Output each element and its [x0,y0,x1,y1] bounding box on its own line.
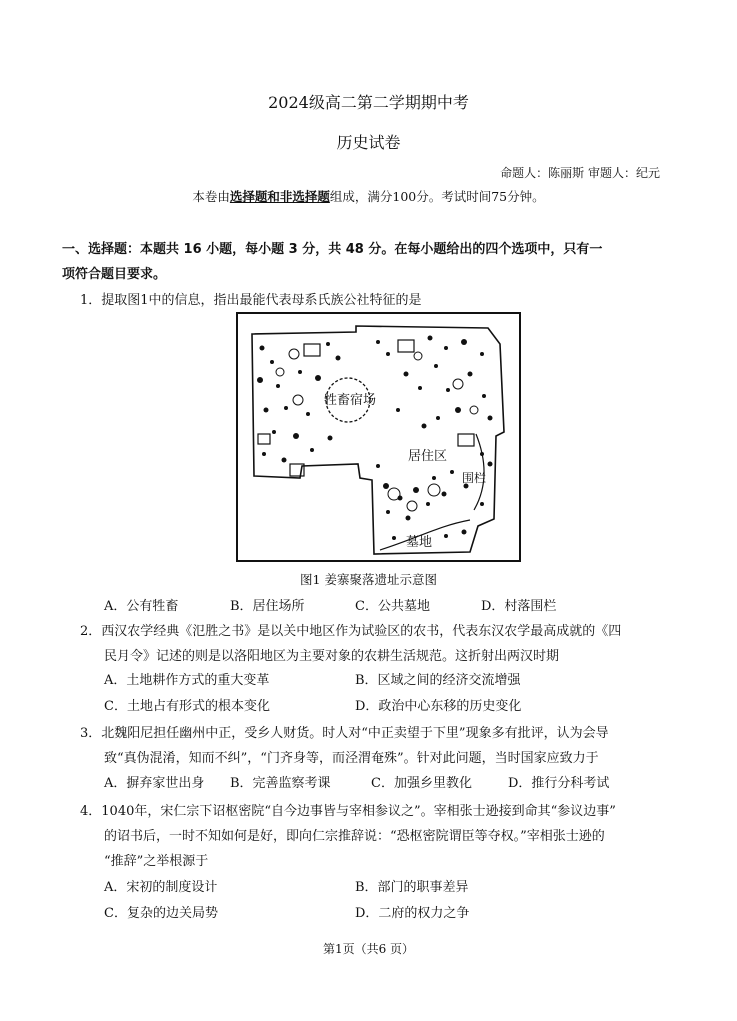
section-heading-line1: 一、选择题：本题共 16 小题，每小题 3 分，共 48 分。在每小题给出的四个选项中，只有一 [62,242,603,257]
q3-option-c: C．加强乡里教化 [371,776,472,791]
q2-option-a: A．土地耕作方式的重大变革 [104,673,270,688]
label-fence: 围栏 [462,471,487,485]
q4-stem-line3: “推辞”之举根源于 [104,854,209,869]
label-livestock-pen: 牲畜宿场 [324,393,377,408]
q2-option-c: C．土地占有形式的根本变化 [104,699,270,714]
intro-prefix: 本卷由 [192,189,230,204]
intro-bold: 选择题和非选择题 [229,189,330,204]
dwelling-dots [257,336,493,541]
house-symbol [458,434,474,446]
house-symbol [398,340,414,352]
settlement-outline [252,326,504,554]
exam-title: 2024级高二第二学期期中考 [268,93,469,112]
q2-option-d: D．政治中心东移的历史变化 [355,699,522,714]
q4-option-a: A．宋初的制度设计 [104,880,218,895]
q4-stem-line2: 的诏书后，一时不知如何是好，即向仁宗推辞说：“恐枢密院谓臣等夺权。”宰相张士逊的 [104,829,605,844]
intro-suffix: 组成，满分100分。考试时间75分钟。 [329,189,545,204]
q4-option-b: B．部门的职事差异 [355,880,469,895]
hut-rings [276,349,478,511]
settlement-map-figure [236,312,521,562]
q3-stem-line2: 致“真伪混淆，知而不纠”，“门齐身等，而泾渭奄殊”。针对此问题，当时国家应致力于 [104,751,599,766]
q3-option-d: D．推行分科考试 [508,776,610,791]
exam-intro [0,187,737,205]
figure1-caption: 图1 姜寨聚落遗址示意图 [300,572,437,587]
q3-stem-line1: 3．北魏阳尼担任幽州中正，受乡人财货。时人对“中正卖望于下里”现象多有批评，认为会导 [80,726,609,741]
settlement-map-drawing [238,314,519,560]
q4-option-d: D．二府的权力之争 [355,906,470,921]
q1-option-c: C．公共墓地 [355,599,430,614]
label-cemetery: 墓地 [406,535,433,550]
q2-option-b: B．区域之间的经济交流增强 [355,673,521,688]
q3-option-a: A．摒弃家世出身 [104,776,205,791]
q2-stem-line2: 民月令》记述的则是以洛阳地区为主要对象的农耕生活规范。这折射出两汉时期 [104,649,560,664]
q1-option-a: A．公有牲畜 [104,599,179,614]
page-footer: 第1页（共6 页） [322,942,415,956]
q4-stem-line1: 4．1040年，宋仁宗下诏枢密院“自今边事皆与宰相参议之”。宰相张士逊接到命其“参议边事” [80,804,616,819]
q1-stem: 1．提取图1中的信息，指出最能代表母系氏族公社特征的是 [80,293,422,308]
subject-title: 历史试卷 [336,133,401,152]
house-symbol [258,434,270,444]
q1-option-d: D．村落围栏 [481,599,557,614]
setters-info: 命题人：陈丽斯 审题人：纪元 [500,166,660,180]
section-heading-line2: 项符合题目要求。 [62,267,167,282]
q2-stem-line1: 2．西汉农学经典《氾胜之书》是以关中地区作为试验区的农书，代表东汉农学最高成就的《四 [80,624,622,639]
label-residence-area: 居住区 [408,449,448,464]
q3-option-b: B．完善监察考课 [230,776,331,791]
q1-option-b: B．居住场所 [230,599,305,614]
q4-option-c: C．复杂的边关局势 [104,906,218,921]
house-symbol [304,344,320,356]
